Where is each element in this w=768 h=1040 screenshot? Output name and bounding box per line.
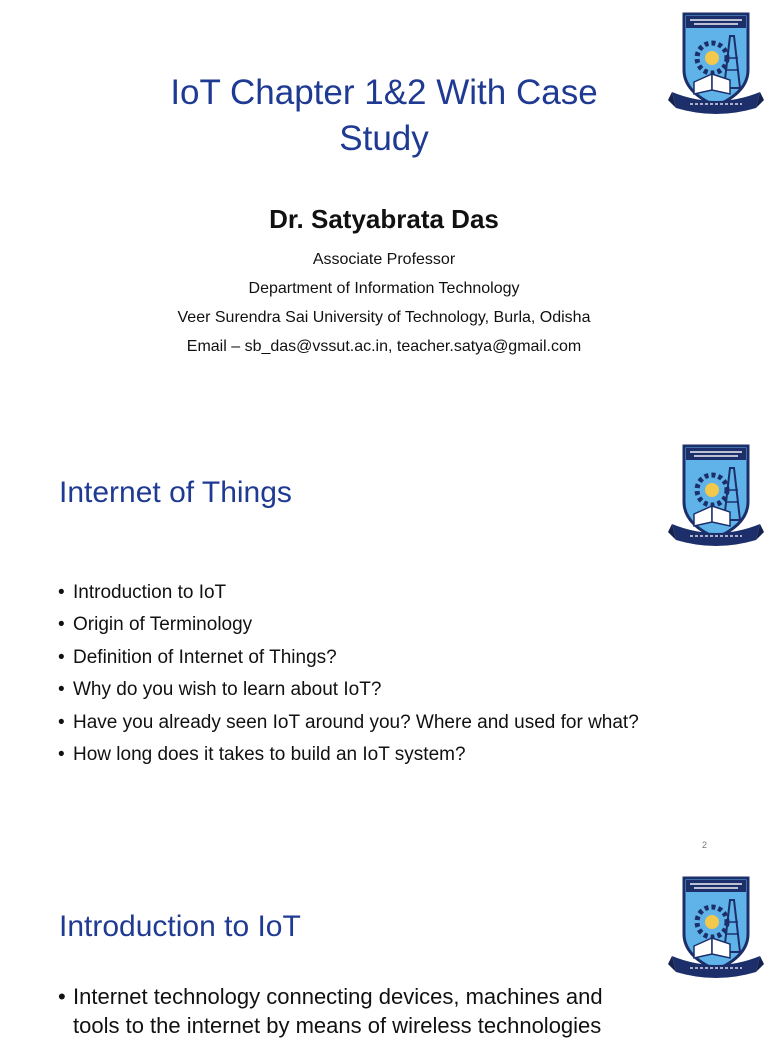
university-emblem-icon: [668, 440, 764, 552]
author-department: Department of Information Technology: [248, 280, 520, 297]
university-emblem-icon: [668, 872, 764, 984]
page-number: 2: [702, 840, 708, 850]
university-emblem-icon: [668, 8, 764, 120]
slide-internet-of-things: [0, 434, 768, 854]
list-item: • Why do you wish to learn about IoT?: [58, 674, 698, 706]
list-item: • Internet technology connecting devices, machines and: [58, 984, 603, 1009]
slide-heading: Introduction to IoT: [59, 910, 301, 943]
list-item: • Origin of Terminology: [58, 609, 698, 641]
bullet-icon: •: [58, 744, 65, 766]
university-logo: [668, 8, 764, 120]
slide-introduction-to-iot: [0, 866, 768, 1038]
title-line-1: IoT Chapter 1&2 With Case: [170, 73, 598, 112]
bullet-icon: •: [58, 646, 65, 668]
list-item: • How long does it takes to build an IoT system?: [58, 739, 698, 771]
topic-list: [58, 577, 698, 771]
bullet-icon: •: [58, 984, 66, 1009]
author-name: Dr. Satyabrata Das: [269, 204, 499, 234]
author-email: Email – sb_das@vssut.ac.in, teacher.satya@gmail.com: [186, 338, 582, 355]
list-item-continuation: tools to the internet by means of wireless technologies: [73, 1013, 602, 1038]
intro-list: [58, 982, 698, 1040]
author-position: Associate Professor: [312, 251, 456, 268]
bullet-icon: •: [58, 679, 65, 701]
author-university: Veer Surendra Sai University of Technology, Burla, Odisha: [177, 309, 591, 326]
slide-title-page: [0, 0, 768, 420]
university-logo: [668, 872, 764, 984]
university-logo: [668, 440, 764, 552]
title-line-2: Study: [339, 119, 429, 158]
list-item: • Have you already seen IoT around you? Where and used for what?: [58, 707, 698, 739]
slide-heading: Internet of Things: [59, 476, 292, 509]
bullet-icon: •: [58, 614, 65, 636]
bullet-icon: •: [58, 711, 65, 733]
list-item: • Definition of Internet of Things?: [58, 642, 698, 674]
bullet-icon: •: [58, 582, 65, 603]
presentation-title: [134, 70, 634, 162]
list-item: • Introduction to IoT: [58, 577, 698, 609]
author-info: [84, 245, 684, 361]
